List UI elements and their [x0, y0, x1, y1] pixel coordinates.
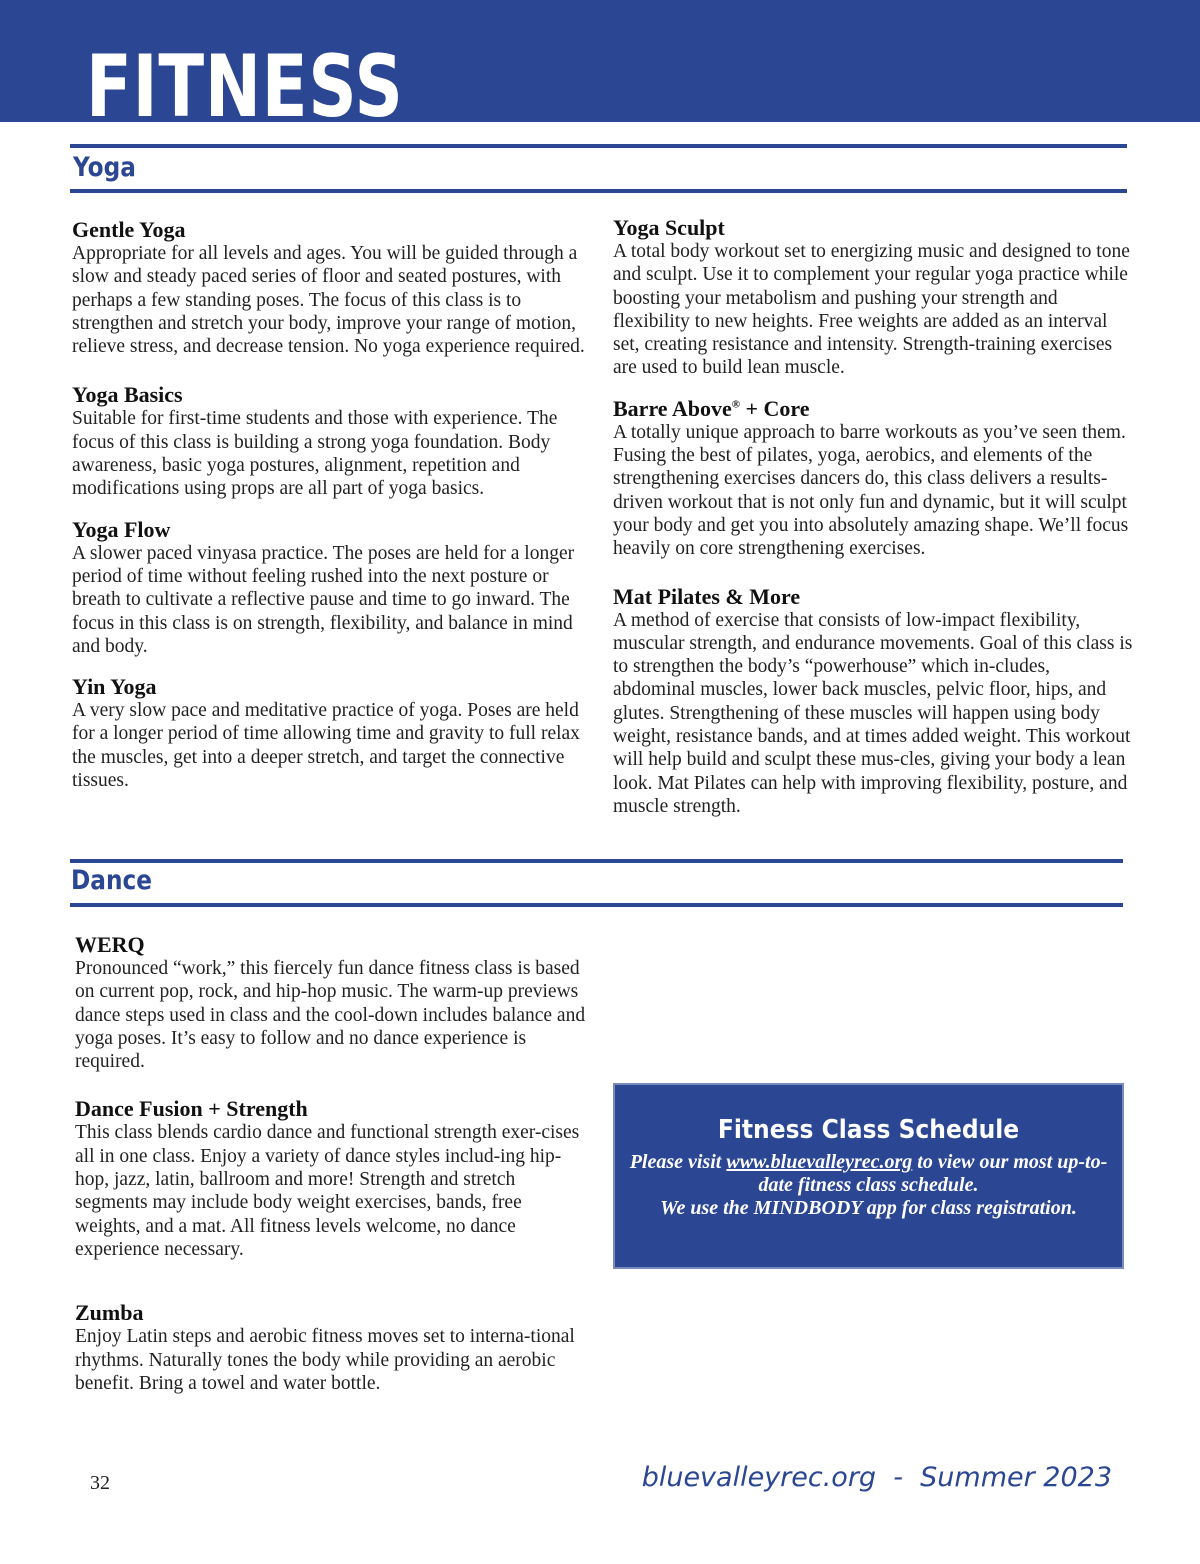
class-description: This class blends cardio dance and functional strength exer-cises all in one class. Enjoy a variety of dance styles includ-ing hip-hop, jazz, latin, ballroom and more! Strength and stretch segments may include body weight exercises, bands, free weights, and a mat. All fitness levels welcome, no dance experience necessary.: [75, 1122, 580, 1260]
class-name: Yin Yoga: [72, 674, 157, 700]
class-barre-above-core: [613, 397, 1133, 561]
class-yoga-flow: [72, 518, 592, 658]
footer-site-season: bluevalleyrec.org - Summer 2023: [641, 1462, 1112, 1493]
schedule-visit-post: to view our most up-to-date fitness class schedule.: [758, 1151, 1108, 1196]
class-name: Zumba: [75, 1300, 144, 1326]
dance-column: [75, 933, 590, 1395]
class-gentle-yoga: [72, 218, 592, 358]
schedule-website-link[interactable]: www.bluevalleyrec.org: [726, 1151, 913, 1173]
schedule-title: Fitness Class Schedule: [717, 1115, 1020, 1145]
page-title: FITNESS: [86, 37, 404, 122]
class-mat-pilates-more: [613, 585, 1133, 819]
class-description: Pronounced “work,” this fiercely fun dance fitness class is based on current pop, rock, and hip-hop music. The warm-up previews dance steps used in class and the cool-down includes balance and yoga poses. It’s easy to follow and no dance experience is required.: [75, 958, 586, 1073]
yoga-left-column: [72, 218, 592, 792]
class-description: A very slow pace and meditative practice of yoga. Poses are held for a longer period of time allowing time and gravity to full relax the muscles, get into a deeper stretch, and target the connective tissues.: [72, 700, 580, 792]
header-banner: [0, 0, 1200, 122]
class-description: Suitable for first-time students and those with experience. The focus of this class is building a strong yoga foundation. Body awareness, basic yoga postures, alignment, repetition and modifications using props are all part of yoga basics.: [72, 408, 558, 500]
class-name: Yoga Flow: [72, 516, 171, 542]
class-description: A method of exercise that consists of low-impact flexibility, muscular strength, and endurance movements. Goal of this class is to strengthen the body’s “powerhouse” which in-cludes, abdominal muscles, lower back muscles, pelvic floor, hips, and glutes. Strengthening of these muscles will happen using body weight, resistance bands, and at times added weight. This workout will help build and sculpt these mus-cles, giving your body a lean look. Mat Pilates can help with improving flexibility, posture, and muscle strength.: [613, 609, 1133, 817]
class-name: Gentle Yoga: [72, 217, 186, 242]
yoga-bottom-rule: [70, 189, 1127, 193]
class-name: Yoga Sculpt: [613, 215, 725, 240]
dance-bottom-rule: [70, 903, 1123, 907]
yoga-section-title: Yoga: [73, 152, 136, 183]
class-dance-fusion-strength: [75, 1097, 590, 1261]
registered-trademark: ®: [731, 398, 740, 411]
class-zumba: [75, 1301, 590, 1395]
class-description: A total body workout set to energizing music and designed to tone and sculpt. Use it to complement your regular yoga practice while boosting your metabolism and pushing your strength and flexibility to new heights. Free weights are added as an interval set, creating resistance and intensity. Strength-training exercises are used to build lean muscle.: [613, 241, 1130, 379]
class-werq: [75, 933, 590, 1073]
class-name: Mat Pilates & More: [613, 583, 801, 609]
dance-top-rule: [70, 859, 1123, 863]
fitness-schedule-box: [613, 1083, 1124, 1269]
class-description: Enjoy Latin steps and aerobic fitness moves set to interna-tional rhythms. Naturally tones the body while providing an aerobic benefit. Bring a towel and water bottle.: [75, 1326, 575, 1394]
class-name: WERQ: [75, 932, 145, 957]
class-description: Appropriate for all levels and ages. You will be guided through a slow and steady paced series of floor and seated postures, with perhaps a few standing poses. The focus of this class is to strengthen and stretch your body, improve your range of motion, relieve stress, and decrease tension. No yoga experience required.: [72, 243, 585, 358]
class-name-suffix: + Core: [739, 395, 810, 421]
dance-section-title: Dance: [71, 865, 152, 896]
schedule-app-note: We use the MINDBODY app for class registration.: [660, 1197, 1077, 1219]
class-description: A totally unique approach to barre workouts as you’ve seen them. Fusing the best of pilates, yoga, aerobics, and elements of the strengthening exercises dancers do, this class delivers a results-driven workout that is not only fun and dynamic, but it will sculpt your body and get you into absolutely amazing shape. We’ll focus heavily on core strengthening exercises.: [613, 421, 1129, 560]
class-name: Yoga Basics: [72, 382, 183, 408]
class-description: A slower paced vinyasa practice. The poses are held for a longer period of time without feeling rushed into the next posture or breath to cultivate a reflective pause and time to go inward. The focus in this class is on strength, flexibility, and balance in mind and body.: [72, 542, 575, 657]
page-number: 32: [90, 1472, 110, 1494]
class-yoga-basics: [72, 383, 592, 500]
schedule-visit-text: [615, 1151, 1122, 1197]
class-yoga-sculpt: [613, 216, 1133, 380]
yoga-right-column: [613, 216, 1133, 818]
class-name-main: Barre Above: [613, 395, 732, 421]
class-name: [613, 397, 1133, 421]
class-name: Dance Fusion + Strength: [75, 1096, 308, 1122]
schedule-visit-pre: Please visit: [629, 1151, 727, 1173]
yoga-top-rule: [70, 144, 1127, 148]
class-yin-yoga: [72, 675, 592, 792]
